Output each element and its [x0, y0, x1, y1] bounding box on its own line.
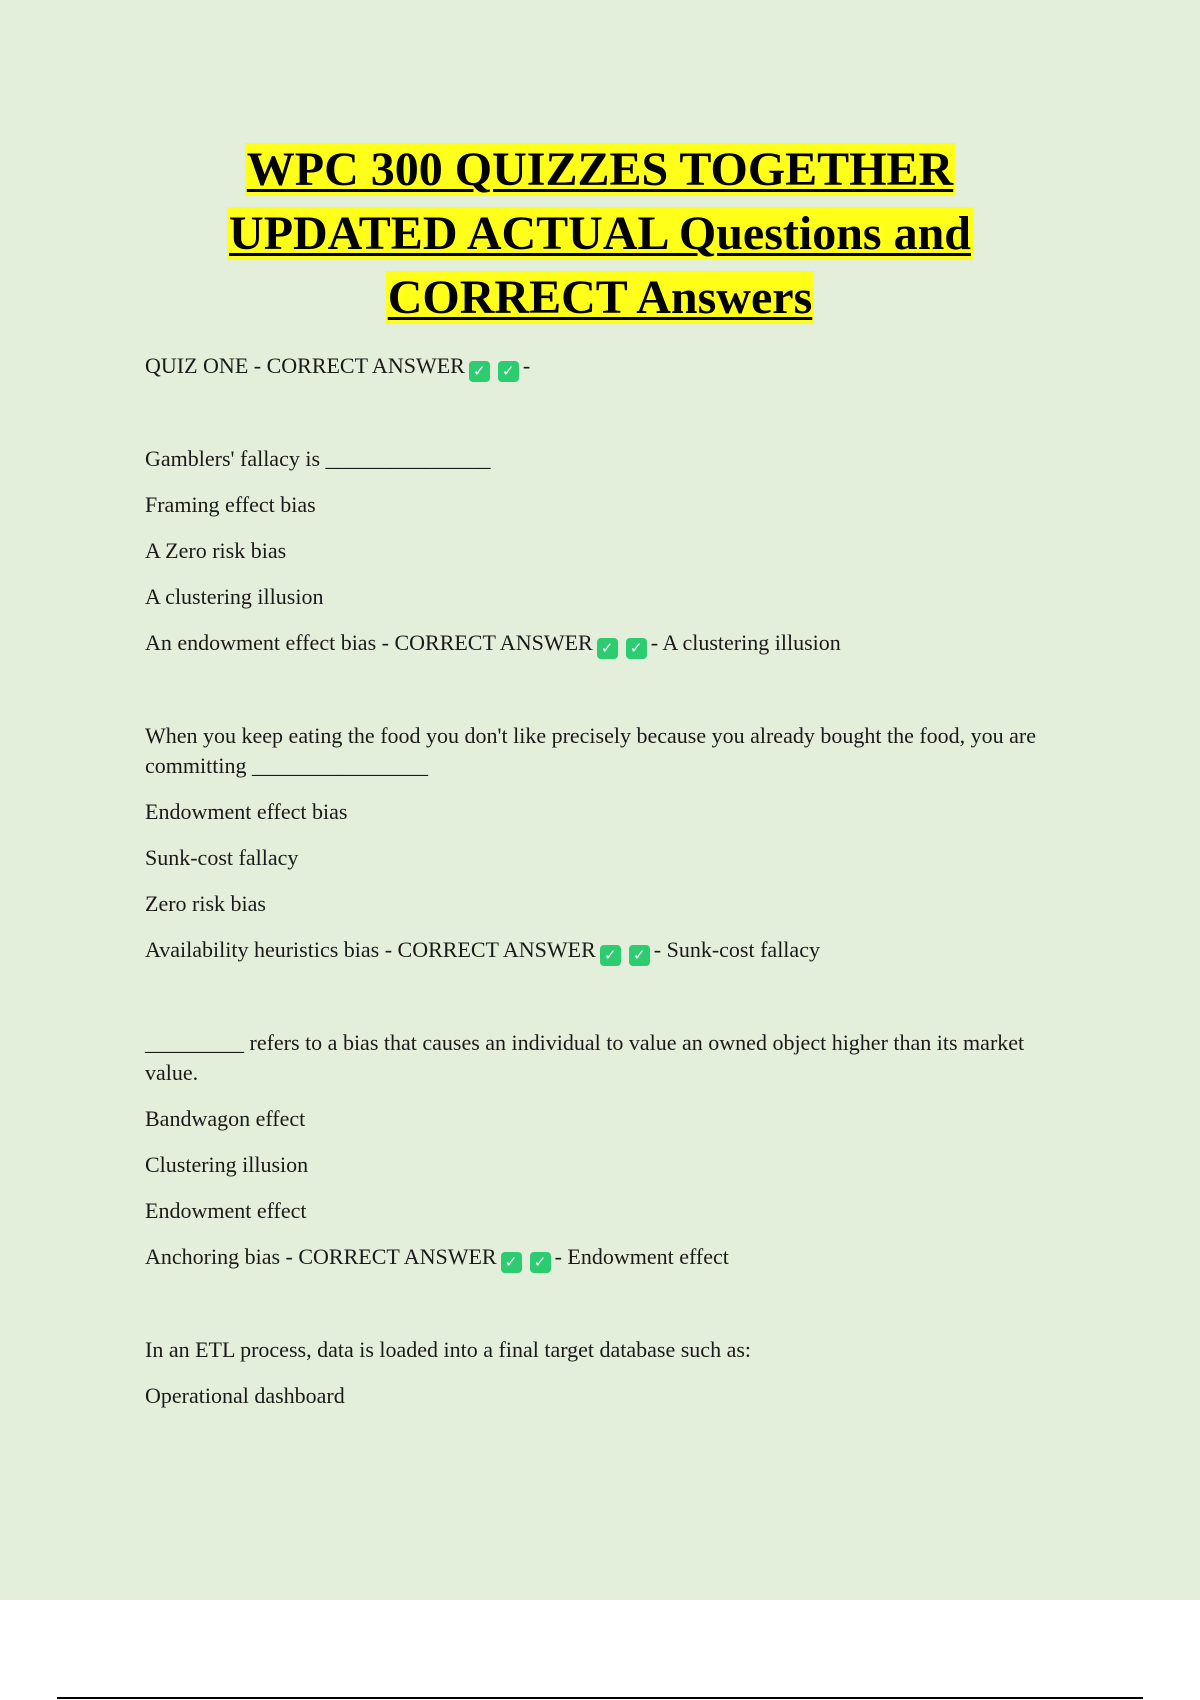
- check-mark-icon: ✓: [629, 945, 650, 966]
- title-line-3: CORRECT Answers: [387, 271, 813, 324]
- answer-option: Endowment effect bias: [145, 799, 348, 824]
- correct-answer: - A clustering illusion: [650, 630, 841, 655]
- check-mark-icon: ✓: [469, 361, 490, 382]
- correct-answer: - Endowment effect: [554, 1244, 729, 1269]
- check-mark-icon: ✓: [597, 638, 618, 659]
- answer-option: Sunk-cost fallacy: [145, 845, 299, 870]
- answer-option-with-correct-answer: [145, 1242, 1065, 1273]
- answer-option: Endowment effect: [145, 1198, 307, 1223]
- check-mark-icon: ✓: [600, 945, 621, 966]
- title-line-2: UPDATED ACTUAL Questions and: [229, 207, 971, 260]
- quiz-header-suffix: -: [522, 353, 531, 378]
- document-title: [0, 138, 1200, 330]
- answer-option-label: Anchoring bias - CORRECT ANSWER: [145, 1244, 497, 1269]
- question-text: In an ETL process, data is loaded into a final target database such as:: [145, 1337, 752, 1362]
- answer-option: Clustering illusion: [145, 1152, 309, 1177]
- quiz-header: [145, 351, 1065, 382]
- check-mark-icon: ✓: [498, 361, 519, 382]
- title-line-1: WPC 300 QUIZZES TOGETHER: [246, 143, 954, 196]
- answer-option: Zero risk bias: [145, 891, 266, 916]
- check-mark-icon: ✓: [501, 1252, 522, 1273]
- correct-answer: - Sunk-cost fallacy: [653, 937, 820, 962]
- question-text: Gamblers' fallacy is _______________: [145, 446, 491, 471]
- quiz-header-label: QUIZ ONE - CORRECT ANSWER: [145, 353, 465, 378]
- answer-option: A clustering illusion: [145, 584, 324, 609]
- answer-option-with-correct-answer: [145, 628, 1065, 659]
- quiz-content: [145, 351, 1065, 1427]
- footer-divider: [57, 1697, 1143, 1699]
- answer-option-label: Availability heuristics bias - CORRECT ANSWER: [145, 937, 596, 962]
- answer-option-label: An endowment effect bias - CORRECT ANSWER: [145, 630, 593, 655]
- answer-option-with-correct-answer: [145, 935, 1065, 966]
- answer-option: Framing effect bias: [145, 492, 316, 517]
- answer-option: A Zero risk bias: [145, 538, 287, 563]
- check-mark-icon: ✓: [626, 638, 647, 659]
- question-text: When you keep eating the food you don't like precisely because you already bought the food, you are committing ________________: [145, 723, 1037, 778]
- check-mark-icon: ✓: [530, 1252, 551, 1273]
- question-text: _________ refers to a bias that causes an individual to value an owned object higher than its market value.: [145, 1030, 1025, 1085]
- answer-option: Operational dashboard: [145, 1383, 345, 1408]
- answer-option: Bandwagon effect: [145, 1106, 306, 1131]
